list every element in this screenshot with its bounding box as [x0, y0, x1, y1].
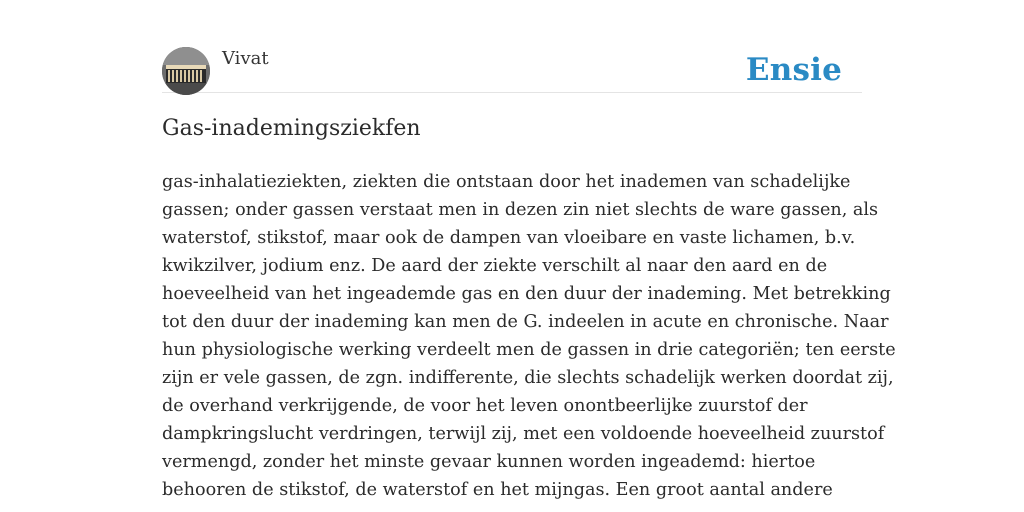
body-line: hun physiologische werking verdeelt men de gassen in drie categoriën; ten eerste [162, 340, 896, 360]
article-body [162, 168, 896, 504]
body-line: de overhand verkrijgende, de voor het leven onontbeerlijke zuurstof der [162, 396, 808, 416]
author-avatar[interactable] [162, 47, 210, 95]
article-title: Gas-inademingsziekfen [162, 116, 421, 141]
body-line: gas-inhalatieziekten, ziekten die ontstaan door het inademen van schadelijke [162, 172, 851, 192]
body-line: gassen; onder gassen verstaat men in dezen zin niet slechts de ware gassen, als [162, 200, 879, 220]
body-line: zijn er vele gassen, de zgn. indifferente, die slechts schadelijk werken doordat zij, [162, 368, 894, 388]
body-line: dampkringslucht verdringen, terwijl zij, met een voldoende hoeveelheid zuurstof [162, 424, 885, 444]
body-line: waterstof, stikstof, maar ook de dampen van vloeibare en vaste lichamen, b.v. [162, 228, 856, 248]
body-line: hoeveelheid van het ingeademde gas en den duur der inademing. Met betrekking [162, 284, 891, 304]
body-line: tot den duur der inademing kan men de G. indeelen in acute en chronische. Naar [162, 312, 889, 332]
body-line: behooren de stikstof, de waterstof en het mijngas. Een groot aantal andere [162, 480, 833, 500]
body-line: vermengd, zonder het minste gevaar kunnen worden ingeademd: hiertoe [162, 452, 816, 472]
brand-logo[interactable]: Ensie [745, 52, 842, 88]
site-header [162, 46, 862, 93]
author-name[interactable]: Vivat [222, 48, 269, 69]
body-line: kwikzilver, jodium enz. De aard der ziekte verschilt al naar den aard en de [162, 256, 828, 276]
avatar-image-icon [162, 47, 210, 95]
